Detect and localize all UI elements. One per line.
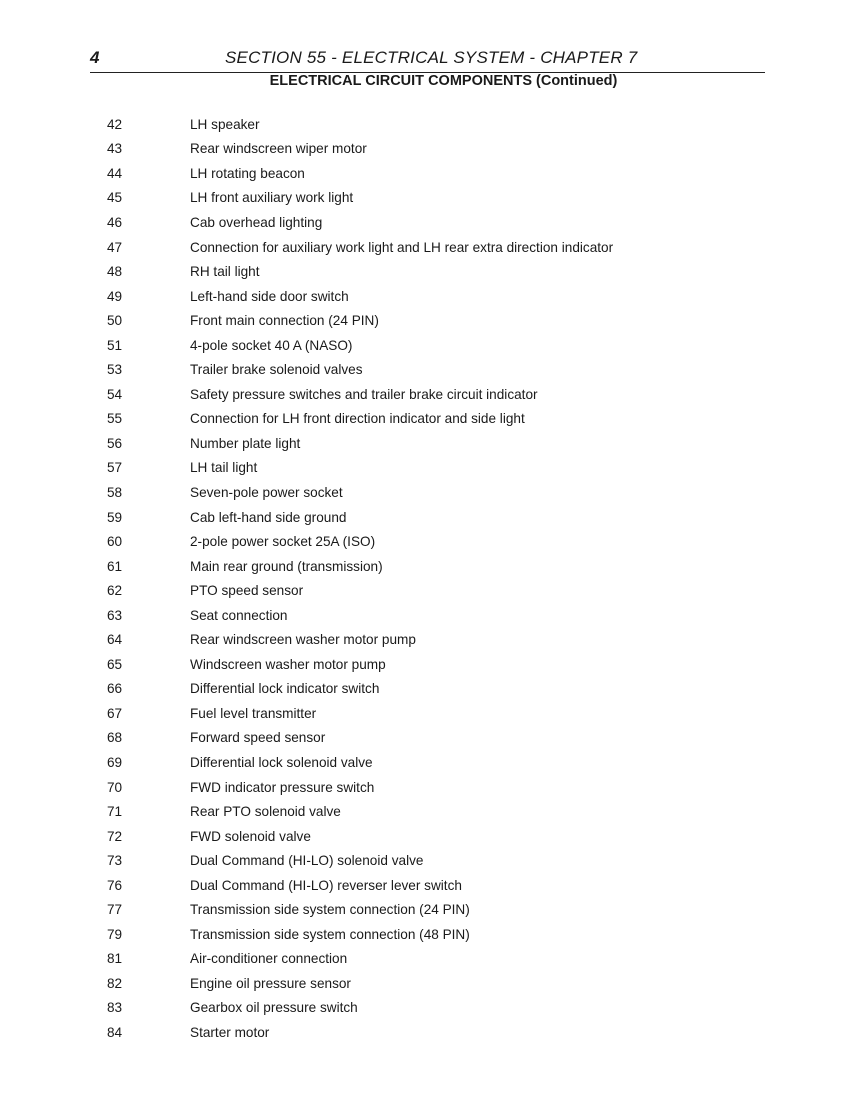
component-description: 4-pole socket 40 A (NASO) [190, 337, 353, 353]
component-row [107, 284, 747, 309]
component-description: LH speaker [190, 116, 260, 132]
component-description: Safety pressure switches and trailer brake circuit indicator [190, 386, 538, 402]
component-description: Front main connection (24 PIN) [190, 313, 379, 329]
component-row [107, 1020, 747, 1045]
component-number: 72 [107, 828, 123, 844]
component-row [107, 824, 747, 849]
component-row [107, 971, 747, 996]
component-row [107, 112, 747, 137]
component-description: Seven-pole power socket [190, 484, 343, 500]
component-description: Air-conditioner connection [190, 951, 348, 967]
component-number: 55 [107, 411, 123, 427]
component-number: 46 [107, 214, 123, 230]
component-row [107, 996, 747, 1021]
component-number: 64 [107, 632, 123, 648]
component-number: 79 [107, 926, 123, 942]
component-description: Cab overhead lighting [190, 214, 323, 230]
component-number: 69 [107, 754, 123, 770]
page-header [90, 48, 765, 73]
component-row [107, 529, 747, 554]
component-description: LH tail light [190, 460, 258, 476]
component-description: LH front auxiliary work light [190, 190, 354, 206]
component-number: 77 [107, 902, 123, 918]
component-row [107, 210, 747, 235]
component-description: Rear PTO solenoid valve [190, 804, 341, 820]
component-row [107, 750, 747, 775]
component-description: Cab left-hand side ground [190, 509, 347, 525]
section-title: SECTION 55 - ELECTRICAL SYSTEM - CHAPTER 7 [225, 48, 638, 67]
component-row [107, 505, 747, 530]
component-description: FWD indicator pressure switch [190, 779, 375, 795]
component-description: Engine oil pressure sensor [190, 975, 351, 991]
page-number: 4 [90, 48, 100, 67]
component-number: 58 [107, 484, 123, 500]
component-number: 48 [107, 264, 123, 280]
component-description: Differential lock indicator switch [190, 681, 380, 697]
component-description: Gearbox oil pressure switch [190, 1000, 358, 1016]
component-row [107, 677, 747, 702]
component-row [107, 898, 747, 923]
component-number: 51 [107, 337, 123, 353]
component-number: 71 [107, 804, 123, 820]
component-number: 50 [107, 313, 123, 329]
component-number: 45 [107, 190, 123, 206]
component-number: 61 [107, 558, 123, 574]
component-description: Rear windscreen wiper motor [190, 141, 367, 157]
component-row [107, 259, 747, 284]
component-description: Connection for auxiliary work light and LH rear extra direction indicator [190, 239, 614, 255]
component-number: 76 [107, 877, 123, 893]
component-number: 56 [107, 435, 123, 451]
component-description: Number plate light [190, 435, 301, 451]
component-row [107, 873, 747, 898]
component-number: 70 [107, 779, 123, 795]
component-number: 59 [107, 509, 123, 525]
component-row [107, 382, 747, 407]
page-subtitle: ELECTRICAL CIRCUIT COMPONENTS (Continued) [269, 73, 618, 89]
component-row [107, 603, 747, 628]
component-number: 62 [107, 583, 123, 599]
component-description: RH tail light [190, 264, 260, 280]
component-number: 42 [107, 116, 123, 132]
component-description: Transmission side system connection (48 PIN) [190, 926, 470, 942]
component-row [107, 578, 747, 603]
component-row [107, 652, 747, 677]
component-description: Trailer brake solenoid valves [190, 362, 363, 378]
component-row [107, 235, 747, 260]
component-row [107, 431, 747, 456]
component-row [107, 161, 747, 186]
component-description: Rear windscreen washer motor pump [190, 632, 416, 648]
component-row [107, 799, 747, 824]
component-description: PTO speed sensor [190, 583, 304, 599]
component-row [107, 947, 747, 972]
component-number: 57 [107, 460, 123, 476]
component-description: Differential lock solenoid valve [190, 754, 373, 770]
component-number: 81 [107, 951, 123, 967]
component-row [107, 333, 747, 358]
component-number: 66 [107, 681, 123, 697]
component-row [107, 137, 747, 162]
component-number: 73 [107, 853, 123, 869]
component-number: 83 [107, 1000, 123, 1016]
component-row [107, 775, 747, 800]
component-number: 49 [107, 288, 123, 304]
component-number: 44 [107, 165, 123, 181]
component-number: 60 [107, 534, 123, 550]
component-number: 84 [107, 1025, 123, 1040]
component-number: 54 [107, 386, 123, 402]
component-description: Seat connection [190, 607, 288, 623]
component-number: 47 [107, 239, 123, 255]
component-row [107, 627, 747, 652]
component-row [107, 922, 747, 947]
component-row [107, 480, 747, 505]
component-row [107, 726, 747, 751]
component-row [107, 357, 747, 382]
component-number: 65 [107, 656, 123, 672]
component-description: Forward speed sensor [190, 730, 326, 746]
component-description: Fuel level transmitter [190, 705, 317, 721]
component-row [107, 701, 747, 726]
component-description: Connection for LH front direction indicator and side light [190, 411, 525, 427]
component-description: Starter motor [190, 1025, 270, 1040]
component-description: Main rear ground (transmission) [190, 558, 383, 574]
component-row [107, 848, 747, 873]
component-description: 2-pole power socket 25A (ISO) [190, 534, 376, 550]
component-row [107, 186, 747, 211]
component-number: 63 [107, 607, 123, 623]
component-number: 68 [107, 730, 123, 746]
component-description: Left-hand side door switch [190, 288, 349, 304]
component-description: Dual Command (HI-LO) solenoid valve [190, 853, 424, 869]
component-description: Transmission side system connection (24 PIN) [190, 902, 470, 918]
component-list [107, 112, 747, 1045]
component-row [107, 554, 747, 579]
component-number: 43 [107, 141, 123, 157]
component-description: Windscreen washer motor pump [190, 656, 386, 672]
component-description: LH rotating beacon [190, 165, 305, 181]
component-description: FWD solenoid valve [190, 828, 311, 844]
component-row [107, 308, 747, 333]
component-number: 53 [107, 362, 123, 378]
component-number: 67 [107, 705, 123, 721]
component-row [107, 456, 747, 481]
component-row [107, 407, 747, 432]
component-number: 82 [107, 975, 123, 991]
component-description: Dual Command (HI-LO) reverser lever switch [190, 877, 462, 893]
